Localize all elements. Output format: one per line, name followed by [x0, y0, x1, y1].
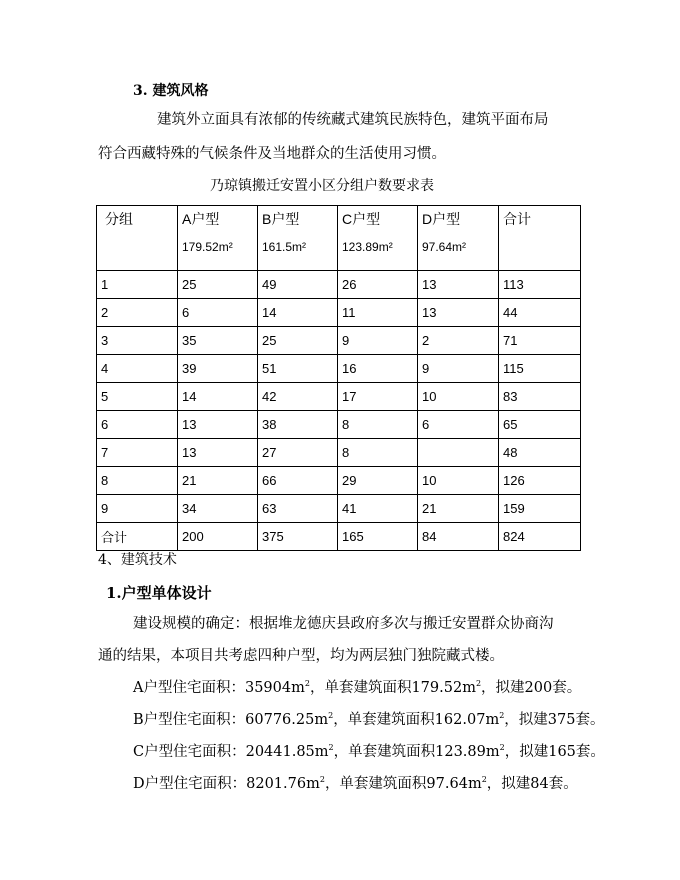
table-row: [97, 383, 581, 411]
table-row: [97, 355, 581, 383]
table-cell: 165: [338, 523, 418, 551]
table-cell: 65: [499, 411, 581, 439]
table-cell: 10: [418, 467, 499, 495]
header-type-d-area: 97.64m²: [422, 240, 467, 254]
table-row: [97, 411, 581, 439]
table-row: [97, 327, 581, 355]
table-row: [97, 495, 581, 523]
table-cell: 5: [97, 383, 178, 411]
table-cell: 21: [178, 467, 258, 495]
table-cell: 48: [499, 439, 581, 467]
table-cell: 27: [258, 439, 338, 467]
table-cell: 9: [418, 355, 499, 383]
header-type-a-name: A户型: [182, 211, 220, 227]
table-row: [97, 271, 581, 299]
header-type-d-name: D户型: [422, 211, 461, 227]
style-paragraph-line-2: 符合西藏特殊的气候条件及当地群众的生活使用习惯。: [98, 146, 446, 162]
table-cell: 6: [418, 411, 499, 439]
table-cell: 115: [499, 355, 581, 383]
header-total-label: 合计: [503, 211, 531, 227]
table-row: [97, 439, 581, 467]
table-cell: 21: [418, 495, 499, 523]
table-cell: 126: [499, 467, 581, 495]
table-cell: 4: [97, 355, 178, 383]
header-type-b-area: 161.5m²: [262, 240, 307, 254]
table-cell: 11: [338, 299, 418, 327]
section-4-heading: 4、建筑技术: [98, 552, 177, 568]
table-cell: 63: [258, 495, 338, 523]
table-cell: 3: [97, 327, 178, 355]
header-type-b-name: B户型: [262, 211, 300, 227]
table-cell: 113: [499, 271, 581, 299]
table-row: [97, 467, 581, 495]
table-cell: 375: [258, 523, 338, 551]
table-cell: 6: [97, 411, 178, 439]
table-cell: 13: [418, 299, 499, 327]
table-cell: [418, 439, 499, 467]
style-paragraph-line-1: 建筑外立面具有浓郁的传统藏式建筑民族特色，建筑平面布局: [157, 112, 549, 128]
header-type-c-name: C户型: [342, 211, 381, 227]
header-type-b-cell: [258, 206, 338, 271]
table-caption: 乃琼镇搬迁安置小区分组户数要求表: [210, 178, 434, 194]
table-header-row: [97, 206, 581, 271]
table-cell: 34: [178, 495, 258, 523]
table-cell: 159: [499, 495, 581, 523]
table-cell: 13: [178, 411, 258, 439]
table-cell: 9: [97, 495, 178, 523]
header-type-a-area: 179.52m²: [182, 240, 233, 254]
table-cell: 84: [418, 523, 499, 551]
header-type-a-cell: [178, 206, 258, 271]
table-cell: 1: [97, 271, 178, 299]
header-type-c-cell: [338, 206, 418, 271]
table-cell: 14: [178, 383, 258, 411]
table-cell: 51: [258, 355, 338, 383]
table-row: [97, 299, 581, 327]
section-3-heading: 3. 建筑风格: [133, 83, 209, 99]
table-cell: 合计: [97, 523, 178, 551]
table-cell: 13: [178, 439, 258, 467]
table-cell: 35: [178, 327, 258, 355]
table-cell: 9: [338, 327, 418, 355]
table-cell: 10: [418, 383, 499, 411]
household-table: [96, 205, 581, 551]
table-cell: 39: [178, 355, 258, 383]
table-cell: 83: [499, 383, 581, 411]
unit-c-area-line: C户型住宅面积：$20441.85m^2$，单套建筑面积$123.89m^2$，拟建165套。: [133, 743, 605, 760]
header-type-c-area: 123.89m²: [342, 240, 393, 254]
table-cell: 26: [338, 271, 418, 299]
table-cell: 13: [418, 271, 499, 299]
table-cell: 200: [178, 523, 258, 551]
scale-paragraph-line-1: 建设规模的确定：根据堆龙德庆县政府多次与搬迁安置群众协商沟: [133, 616, 554, 632]
table-cell: 16: [338, 355, 418, 383]
unit-d-area-line: D户型住宅面积：$8201.76m^2$，单套建筑面积$97.64m^2$，拟建84套。: [133, 775, 578, 792]
table-cell: 42: [258, 383, 338, 411]
unit-design-heading: 1.户型单体设计: [106, 584, 212, 602]
table-cell: 2: [418, 327, 499, 355]
table-cell: 41: [338, 495, 418, 523]
table-cell: 7: [97, 439, 178, 467]
table-cell: 8: [338, 439, 418, 467]
table-cell: 25: [178, 271, 258, 299]
table-cell: 44: [499, 299, 581, 327]
unit-a-area-line: A户型住宅面积：$35904m^2$，单套建筑面积$179.52m^2$，拟建200套。: [133, 679, 582, 696]
table-cell: 8: [338, 411, 418, 439]
header-group-cell: [97, 206, 178, 271]
table-total-row: [97, 523, 581, 551]
unit-b-area-line: B户型住宅面积：$60776.25m^2$，单套建筑面积$162.07m^2$，拟建375套。: [133, 711, 605, 728]
scale-paragraph-line-2: 通的结果，本项目共考虑四种户型，均为两层独门独院藏式楼。: [98, 648, 504, 664]
table-cell: 6: [178, 299, 258, 327]
table-cell: 29: [338, 467, 418, 495]
table-cell: 38: [258, 411, 338, 439]
table-cell: 66: [258, 467, 338, 495]
table-cell: 824: [499, 523, 581, 551]
table-cell: 2: [97, 299, 178, 327]
table-cell: 25: [258, 327, 338, 355]
table-cell: 14: [258, 299, 338, 327]
header-group-label: 分组: [105, 211, 133, 227]
table-cell: 49: [258, 271, 338, 299]
header-total-cell: [499, 206, 581, 271]
header-type-d-cell: [418, 206, 499, 271]
table-cell: 71: [499, 327, 581, 355]
table-cell: 8: [97, 467, 178, 495]
table-cell: 17: [338, 383, 418, 411]
